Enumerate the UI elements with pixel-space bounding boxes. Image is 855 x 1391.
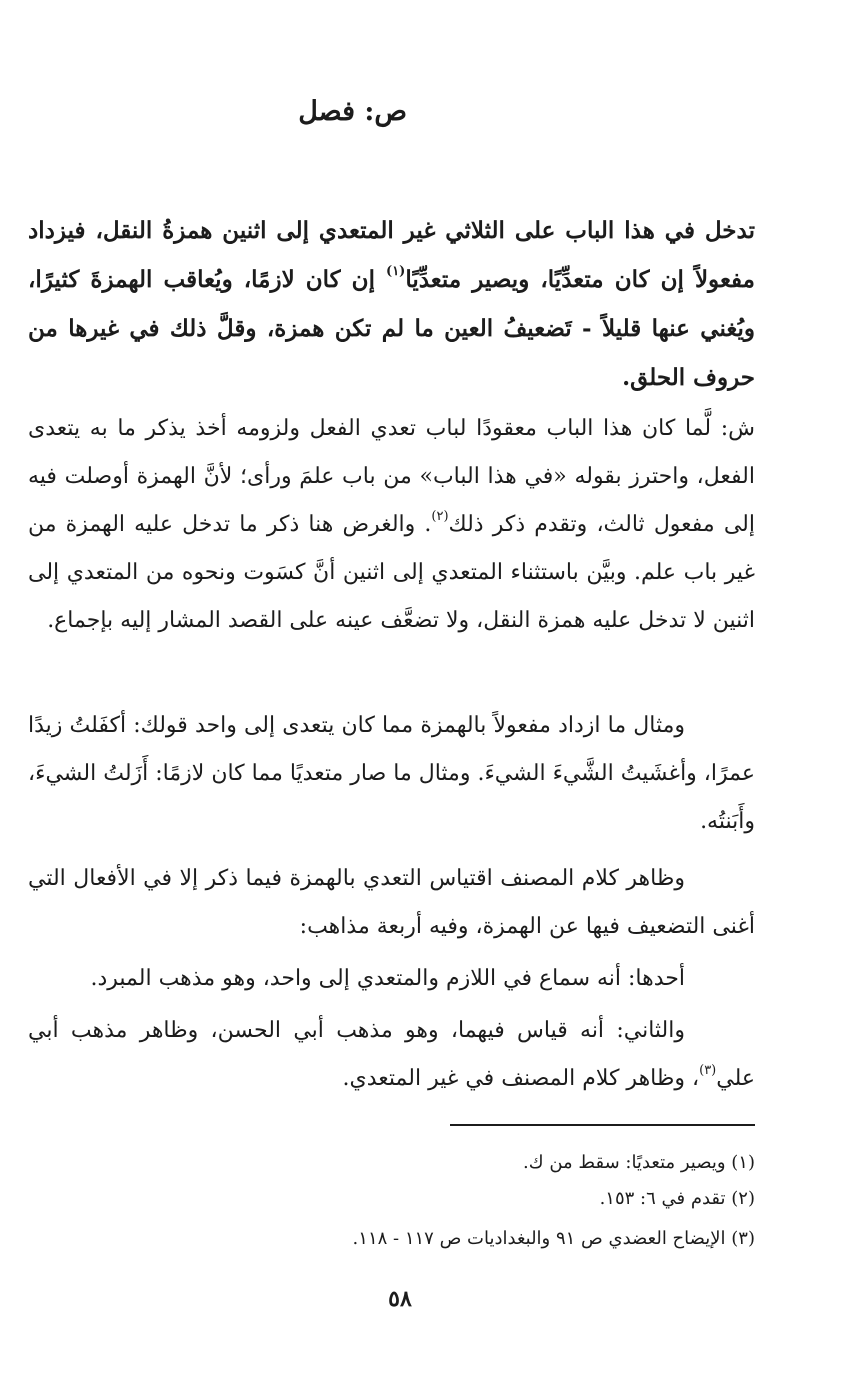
matn-text-part2: إن كان لازمًا، ويُعاقب الهمزةَ كثيرًا، ويُغني عنها قليلاً - تَضعيفُ العين ما لم تكن همزة، وقلَّ ذلك في غيرها من حروف الحلق. [28, 266, 755, 391]
commentary-paragraph-5-part1: والثاني: أنه قياس فيهما، وهو مذهب أبي الحسن، وظاهر مذهب أبي علي [28, 1018, 755, 1091]
commentary-paragraph-5-part2: ، وظاهر كلام المصنف في غير المتعدي. [342, 1066, 700, 1091]
footnote-ref-2: (٢) [431, 508, 449, 524]
footnote-ref-1: (١) [386, 264, 406, 280]
footnote-3: (٣) الإيضاح العضدي ص ٩١ والبغداديات ص ١١٧ - ١١٨. [352, 1228, 755, 1249]
commentary-paragraph-5 [28, 1007, 755, 1103]
footnote-separator [450, 1124, 755, 1126]
commentary-paragraph-1-part1: ش: لَّما كان هذا الباب معقودًا لباب تعدي الفعل ولزومه أخذ يذكر ما به يتعدى الفعل، واحترز بقوله «في هذا الباب» من باب علمَ ورأى؛ لأنَّ الهمزة أوصلت فيه إلى مفعول ثالث، وتقدم ذكر ذلك [28, 416, 755, 537]
footnote-2: (٢) تقدم في ٦: ١٥٣. [599, 1188, 755, 1209]
footnote-1: (١) ويصير متعديًا: سقط من ك. [523, 1152, 755, 1173]
matn-text-part1: تدخل في هذا الباب على الثلاثي غير المتعدي إلى اثنين همزةُ النقل، فيزداد مفعولاً إن كان متعدِّيًا، ويصير متعدِّيًا [28, 217, 755, 293]
commentary-paragraph-3: وظاهر كلام المصنف اقتياس التعدي بالهمزة فيما ذكر إلا في الأفعال التي أغنى التضعيف فيها عن الهمزة، وفيه أربعة مذاهب: [28, 866, 755, 939]
commentary-paragraph-1-part2: . والغرض هنا ذكر ما تدخل عليه الهمزة من غير باب علم. وبيَّن باستثناء المتعدي إلى اثنين أنَّ كسَوت ونحوه من المتعدي إلى اثنين لا تدخل عليه همزة النقل، ولا تضعَّف عينه على القصد المشار إليه بإجماع. [28, 512, 755, 633]
page-number: ٥٨ [388, 1286, 412, 1312]
section-heading: ص: فصل [298, 96, 407, 127]
matn-text [28, 206, 755, 402]
footnote-ref-3: (٣) [699, 1062, 717, 1078]
commentary-paragraph-4: أحدها: أنه سماع في اللازم والمتعدي إلى واحد، وهو مذهب المبرد. [90, 966, 685, 991]
commentary-paragraph-1 [28, 405, 755, 645]
commentary-paragraph-2: ومثال ما ازداد مفعولاً بالهمزة مما كان يتعدى إلى واحد قولك: أكفَلتُ زيدًا عمرًا، وأغشَيتُ الشَّيءَ الشيءَ. ومثال ما صار متعديًا مما كان لازمًا: أَزَلتُ الشيءَ، وأَبَنتُه. [28, 713, 755, 834]
